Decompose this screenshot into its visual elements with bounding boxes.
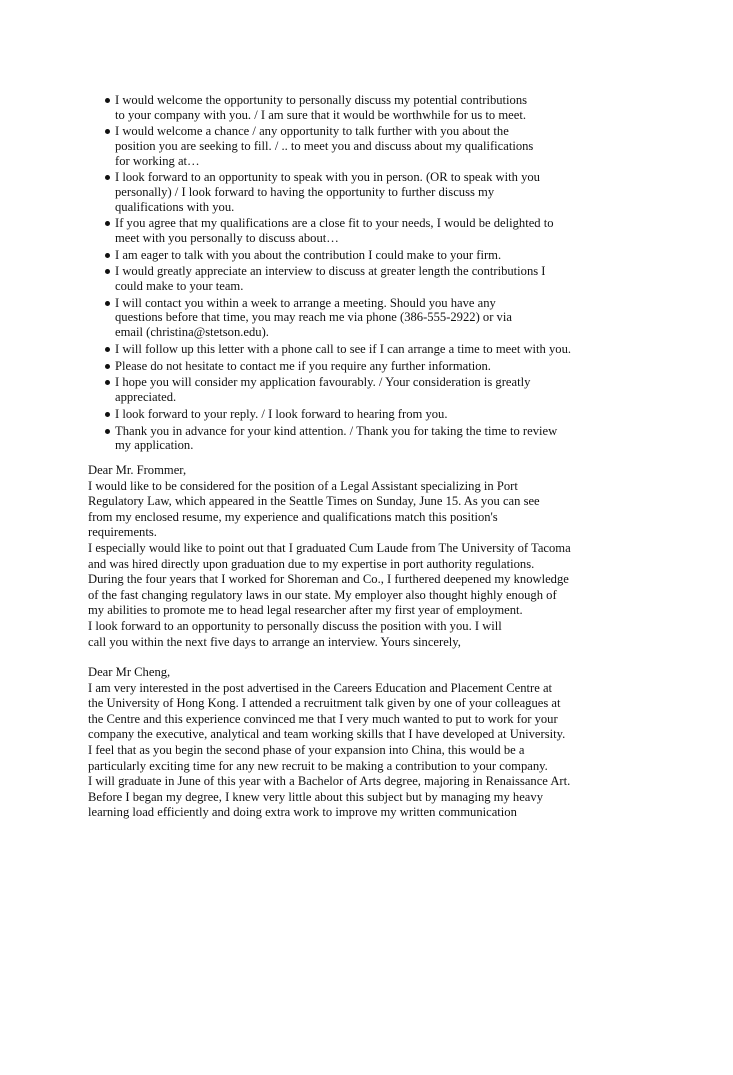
letter-line: learning load efficiently and doing extra work to improve my written communication [88, 805, 517, 820]
list-item-line: Thank you in advance for your kind attention. / Thank you for taking the time to review [115, 423, 558, 438]
letter-line: and was hired directly upon graduation due to my expertise in port authority regulations. [88, 556, 535, 571]
list-item [106, 124, 626, 168]
letter-line: Before I began my degree, I knew very little about this subject but by managing my heavy [88, 789, 543, 804]
letter-line: from my enclosed resume, my experience and qualifications match this position's [88, 509, 498, 524]
letter-line: I feel that as you begin the second phase of your expansion into China, this would be a [88, 742, 525, 757]
letter-line: call you within the next five days to arrange an interview. Yours sincerely, [88, 634, 461, 649]
letter-salutation: Dear Mr. Frommer, [88, 463, 187, 477]
letter-line: company the executive, analytical and team working skills that I have developed at University. [88, 727, 566, 742]
bullet-icon [105, 269, 110, 274]
list-item-line: I would welcome a chance / any opportunity to talk further with you about the [115, 124, 509, 139]
bullet-icon [105, 221, 110, 226]
list-item-line: I will contact you within a week to arrange a meeting. Should you have any [115, 295, 496, 310]
list-item [106, 296, 626, 340]
bullet-icon [105, 175, 110, 180]
list-item-line: for working at… [115, 153, 200, 168]
letter-line: I look forward to an opportunity to personally discuss the position with you. I will [88, 618, 502, 633]
letter-line: particularly exciting time for any new recruit to be making a contribution to your company. [88, 758, 548, 773]
list-item-line: qualifications with you. [115, 199, 235, 214]
bullet-icon [105, 412, 110, 417]
letter-line: my abilities to promote me to head legal researcher after my first year of employment. [88, 603, 523, 618]
list-item [106, 407, 626, 422]
letter-line: of the fast changing regulatory laws in our state. My employer also thought highly enough of [88, 587, 557, 602]
bullet-icon [105, 129, 110, 134]
letter-line: I especially would like to point out that I graduated Cum Laude from The University of Tacoma [88, 540, 571, 555]
list-item [106, 93, 626, 122]
list-item-line: I hope you will consider my application favourably. / Your consideration is greatly [115, 375, 531, 390]
list-item [106, 264, 626, 293]
list-item-line: position you are seeking to fill. / .. to meet you and discuss about my qualifications [115, 138, 534, 153]
sample-letter-frommer [88, 463, 633, 650]
list-item-line: I would welcome the opportunity to personally discuss my potential contributions [115, 93, 528, 107]
bullet-icon [105, 364, 110, 369]
list-item-line: could make to your team. [115, 279, 244, 294]
list-item-line: I am eager to talk with you about the contribution I could make to your firm. [115, 247, 502, 262]
closing-phrases-list [106, 93, 626, 455]
list-item [106, 216, 626, 245]
bullet-icon [105, 301, 110, 306]
list-item [106, 375, 626, 404]
list-item-line: my application. [115, 438, 194, 453]
bullet-icon [105, 380, 110, 385]
list-item [106, 170, 626, 214]
list-item [106, 342, 626, 357]
list-item-line: personally) / I look forward to having the opportunity to further discuss my [115, 184, 495, 199]
list-item-line: to your company with you. / I am sure that it would be worthwhile for us to meet. [115, 107, 526, 122]
list-item-line: I look forward to an opportunity to speak with you in person. (OR to speak with you [115, 170, 540, 185]
letter-line: During the four years that I worked for Shoreman and Co., I furthered deepened my knowledge [88, 572, 569, 587]
list-item-line: email (christina@stetson.edu). [115, 325, 269, 340]
list-item [106, 424, 626, 453]
bullet-icon [105, 347, 110, 352]
letter-line: the University of Hong Kong. I attended a recruitment talk given by one of your colleagues at [88, 696, 561, 711]
bullet-icon [105, 253, 110, 258]
sample-letter-cheng [88, 665, 633, 821]
bullet-icon [105, 429, 110, 434]
list-item-line: meet with you personally to discuss about… [115, 230, 339, 245]
list-item [106, 248, 626, 263]
list-item-line: appreciated. [115, 389, 177, 404]
letter-line: requirements. [88, 525, 157, 540]
letter-line: I am very interested in the post advertised in the Careers Education and Placement Centre at [88, 680, 553, 695]
list-item-line: I look forward to your reply. / I look forward to hearing from you. [115, 406, 448, 421]
letter-line: Regulatory Law, which appeared in the Seattle Times on Sunday, June 15. As you can see [88, 494, 540, 509]
letter-line: I will graduate in June of this year with a Bachelor of Arts degree, majoring in Renaissance Art. [88, 774, 571, 789]
letter-line: the Centre and this experience convinced me that I very much wanted to put to work for your [88, 711, 558, 726]
list-item-line: questions before that time, you may reach me via phone (386-555-2922) or via [115, 310, 512, 325]
bullet-icon [105, 98, 110, 103]
list-item-line: Please do not hesitate to contact me if you require any further information. [115, 358, 491, 373]
list-item-line: I will follow up this letter with a phone call to see if I can arrange a time to meet with you. [115, 341, 572, 356]
list-item-line: If you agree that my qualifications are a close fit to your needs, I would be delighted to [115, 216, 554, 231]
list-item-line: I would greatly appreciate an interview to discuss at greater length the contributions I [115, 264, 546, 279]
letter-salutation: Dear Mr Cheng, [88, 665, 171, 679]
letter-line: I would like to be considered for the position of a Legal Assistant specializing in Port [88, 478, 518, 493]
list-item [106, 359, 626, 374]
